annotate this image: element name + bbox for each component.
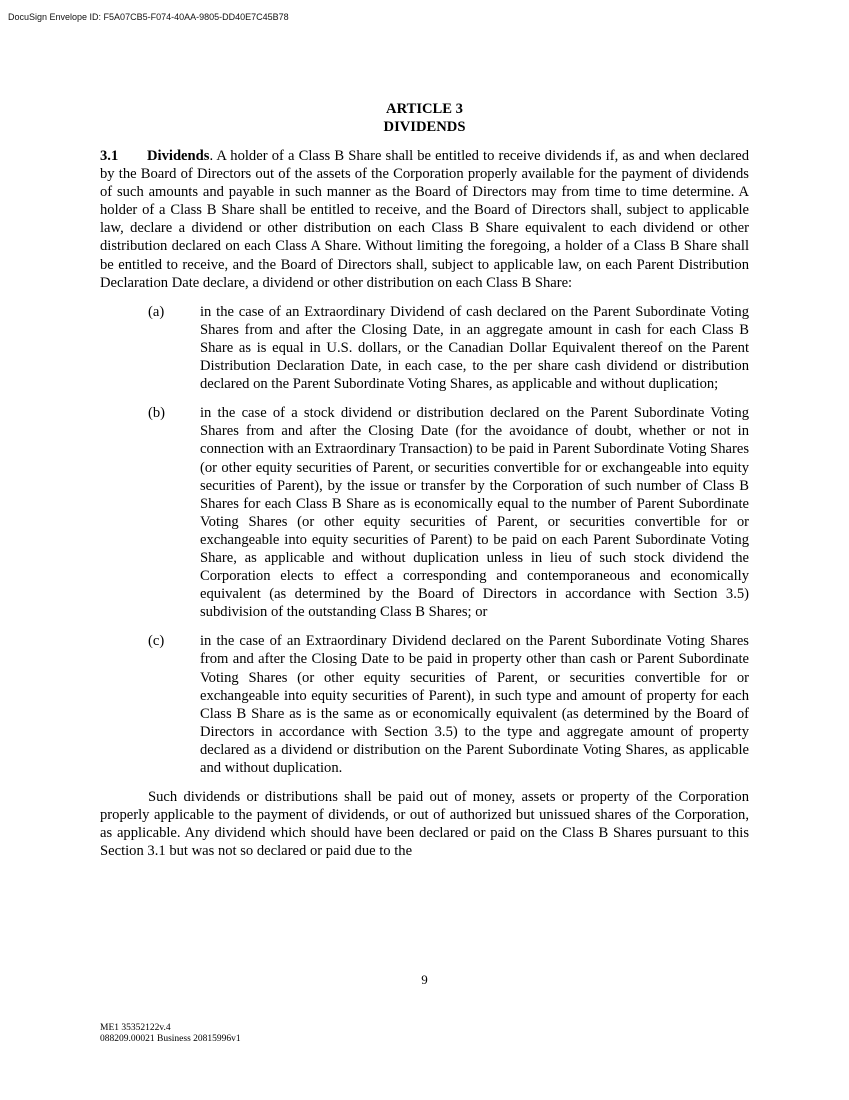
- article-title: DIVIDENDS: [383, 119, 466, 135]
- list-item-a: [148, 303, 749, 393]
- section-title: Dividends: [147, 148, 210, 164]
- document-body: [100, 100, 749, 860]
- section-3-1-paragraph: [100, 147, 749, 292]
- item-label: (b): [148, 405, 166, 422]
- closing-paragraph: Such dividends or distributions shall be paid out of money, assets or property of the Corporation properly applicable to the payment of dividends, or out of authorized but unissued shares of the Corporation, as applicable. Any dividend which should have been declared or paid on the Class B Shares pursuant to this Section 3.1 but was not so declared or paid due to the: [100, 789, 749, 860]
- item-text: in the case of an Extraordinary Dividend of cash declared on the Parent Subordinate Voting Shares from and after the Closing Date, in an aggregate amount in cash for each Class B Share as is equal in U.S. dollars, or the Canadian Dollar Equivalent thereof on the Parent Distribution Declaration Date, in each case, to the per share cash dividend or distribution declared on the Parent Subordinate Voting Shares, as applicable and without duplication;: [200, 303, 749, 393]
- document-footer: [100, 1023, 241, 1045]
- item-label: (a): [148, 303, 165, 320]
- item-label: (c): [148, 633, 165, 650]
- footer-line-2: 088209.00021 Business 20815996v1: [100, 1034, 241, 1044]
- page-number: 9: [421, 972, 428, 987]
- list-item-c: [148, 632, 749, 777]
- section-body: . A holder of a Class B Share shall be entitled to receive dividends if, as and when declared by the Board of Directors out of the assets of the Corporation properly available for the payment of dividends of such amounts and payable in such manner as the Board of Directors may from time to time determine. A holder of a Class B Share shall be entitled to receive, and the Board of Directors shall, subject to applicable law, declare a dividend or other distribution on each Class B Share equivalent to each dividend or other distribution declared on each Class A Share. Without limiting the foregoing, a holder of a Class B Share shall be entitled to receive, and the Board of Directors shall, subject to applicable law, on each Parent Distribution Declaration Date declare, a dividend or other distribution on each Class B Share:: [100, 148, 749, 291]
- article-heading: [100, 100, 749, 136]
- section-number: 3.1: [100, 148, 119, 164]
- footer-line-1: ME1 35352122v.4: [100, 1023, 171, 1033]
- item-text: in the case of an Extraordinary Dividend declared on the Parent Subordinate Voting Shares from and after the Closing Date to be paid in property other than cash or Parent Subordinate Voting Shares (or other equity securities of Parent, or securities convertible for or exchangeable into equity securities of Parent), in such type and amount of property for each Class B Share as is the same as or economically equivalent (as determined by the Board of Directors in accordance with Section 3.5) to the type and aggregate amount of property declared as a dividend or distribution on the Parent Subordinate Voting Shares, as applicable and without duplication.: [200, 633, 749, 776]
- envelope-id: DocuSign Envelope ID: F5A07CB5-F074-40AA-9805-DD40E7C45B78: [8, 12, 289, 22]
- article-number: ARTICLE 3: [386, 101, 463, 117]
- item-text: in the case of a stock dividend or distribution declared on the Parent Subordinate Voting Shares from and after the Closing Date (for the avoidance of doubt, whether or not in connection with an Extraordinary Transaction) to be paid in Parent Subordinate Voting Shares (or other equity securities of Parent, or securities convertible for or exchangeable into equity securities of Parent), by the issue or transfer by the Corporation of such number of Class B Shares for each Class B Share as is economically equal to the number of Parent Subordinate Voting Shares (or other equity securities of Parent, or securities convertible for or exchangeable into equity securities of Parent) to be paid on each Parent Subordinate Voting Share, as applicable and without duplication unless in lieu of such stock dividend the Corporation elects to effect a corresponding and contemporaneous and economically equivalent (as determined by the Board of Directors in accordance with Section 3.5) subdivision of the outstanding Class B Shares; or: [200, 405, 749, 621]
- list-item-b: [148, 404, 749, 621]
